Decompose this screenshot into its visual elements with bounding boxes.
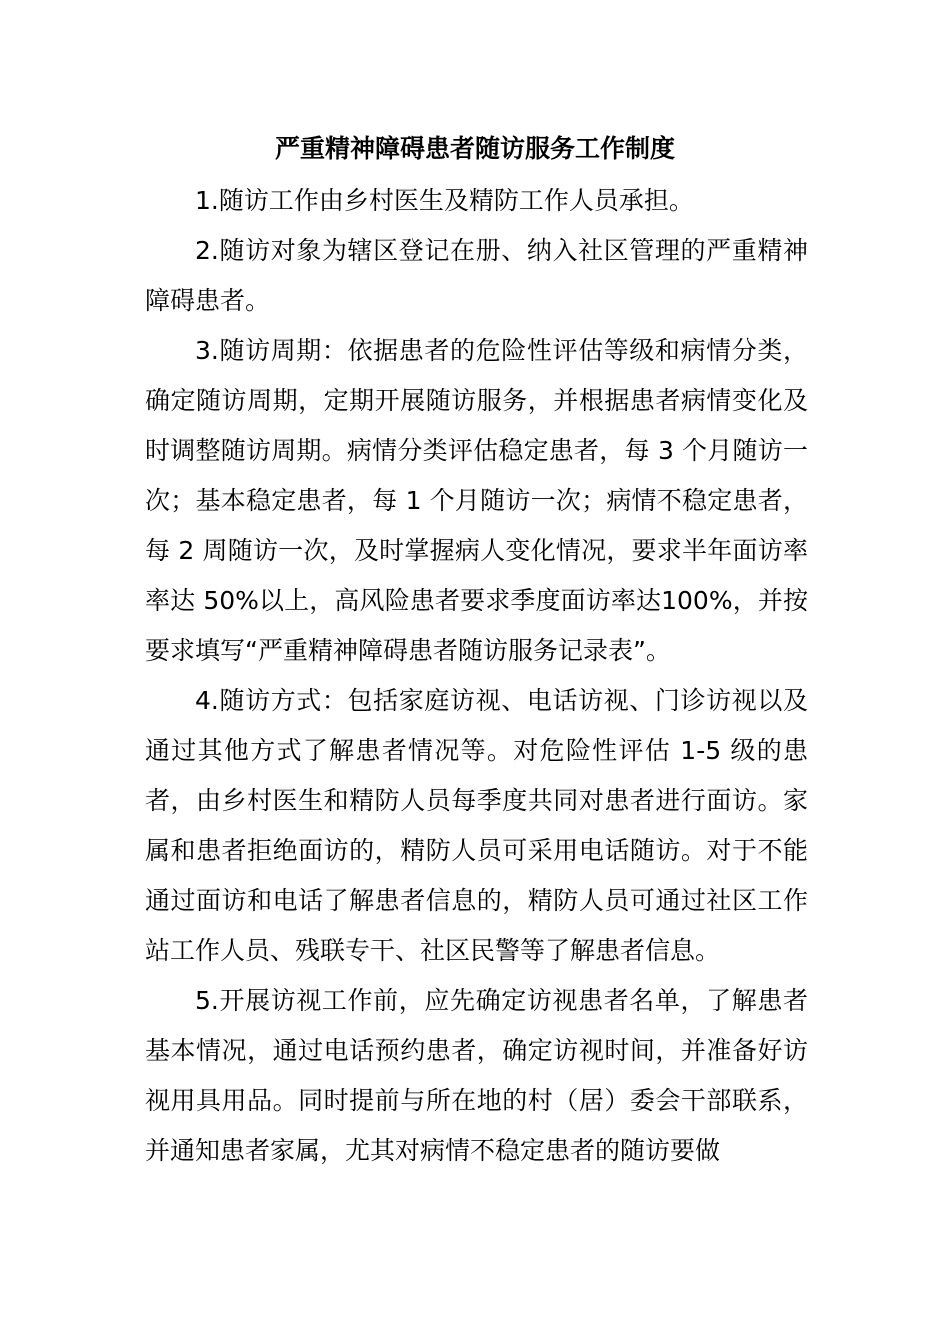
- paragraph-5: 5.开展访视工作前，应先确定访视患者名单，了解患者基本情况，通过电话预约患者，确定访视时间，并准备好访视用具用品。同时提前与所在地的村（居）委会干部联系，并通知患者家属，尤其对病情不稳定患者的随访要做: [145, 986, 808, 1165]
- document-body: [145, 176, 808, 1176]
- document-title: 严重精神障碍患者随访服务工作制度: [274, 134, 675, 163]
- paragraph-2: 2.随访对象为辖区登记在册、纳入社区管理的严重精神障碍患者。: [145, 236, 808, 315]
- paragraph-1: 1.随访工作由乡村医生及精防工作人员承担。: [195, 186, 694, 215]
- paragraph-3: 3.随访周期：依据患者的危险性评估等级和病情分类，确定随访周期，定期开展随访服务，并根据患者病情变化及时调整随访周期。病情分类评估稳定患者，每 3 个月随访一次；基本稳定患者，每 1 个月随访一次；病情不稳定患者，每 2 周随访一次，及时掌握病人变化情况，要求半年面访率率达 50%以上，高风险患者要求季度面访率达100%，并按要求填写“严重精神障碍患者随访服务记录表”。: [145, 336, 808, 665]
- paragraph-4: 4.随访方式：包括家庭访视、电话访视、门诊访视以及通过其他方式了解患者情况等。对危险性评估 1-5 级的患者，由乡村医生和精防人员每季度共同对患者进行面访。家属和患者拒绝面访的，精防人员可采用电话随访。对于不能通过面访和电话了解患者信息的，精防人员可通过社区工作站工作人员、残联专干、社区民警等了解患者信息。: [145, 686, 808, 965]
